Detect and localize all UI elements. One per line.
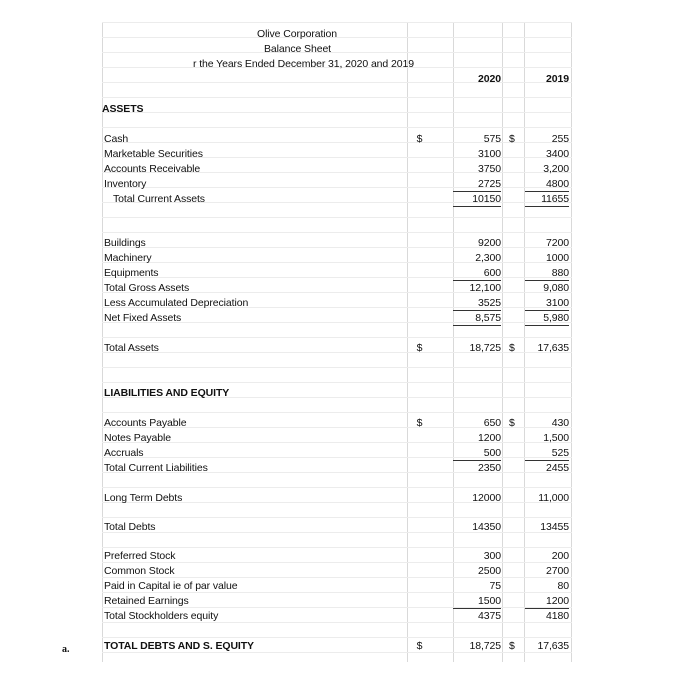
currency-symbol: $ bbox=[416, 417, 423, 429]
row-label: Total Debts bbox=[104, 521, 156, 533]
value-2020: 3525 bbox=[453, 297, 501, 311]
value-2020: 2500 bbox=[478, 565, 501, 577]
row-label: Total Stockholders equity bbox=[104, 610, 219, 622]
value-2019: 3100 bbox=[525, 297, 569, 311]
value-2019: 1000 bbox=[546, 252, 569, 264]
assets-heading: ASSETS bbox=[102, 103, 144, 115]
value-2019: 4180 bbox=[546, 610, 569, 622]
value-2020: 2350 bbox=[478, 462, 501, 474]
value-2019: 17,635 bbox=[537, 342, 569, 354]
gridline bbox=[102, 412, 572, 413]
currency-symbol: $ bbox=[509, 342, 515, 354]
gridline bbox=[102, 367, 572, 368]
value-2019: 3,200 bbox=[543, 163, 569, 175]
gridline bbox=[102, 337, 572, 338]
gridline bbox=[102, 217, 572, 218]
gridline bbox=[102, 547, 572, 548]
value-2019: 525 bbox=[525, 447, 569, 461]
gridline bbox=[102, 232, 572, 233]
row-label: Equipments bbox=[104, 267, 159, 279]
row-label: Net Fixed Assets bbox=[104, 312, 182, 324]
value-2020: 650 bbox=[483, 417, 501, 429]
gridline bbox=[102, 112, 572, 113]
value-2019: 17,635 bbox=[537, 640, 569, 652]
gridline bbox=[102, 352, 572, 353]
value-2020: 12,100 bbox=[469, 282, 501, 294]
value-2019: 1200 bbox=[525, 595, 569, 609]
value-2020: 75 bbox=[489, 580, 501, 592]
row-label: Preferred Stock bbox=[104, 550, 176, 562]
value-2020: 1200 bbox=[478, 432, 501, 444]
gridline bbox=[102, 247, 572, 248]
gridline bbox=[102, 517, 572, 518]
row-label: Accounts Receivable bbox=[104, 163, 201, 175]
value-2020: 18,725 bbox=[469, 640, 501, 652]
row-label: Marketable Securities bbox=[104, 148, 203, 160]
value-2020: 500 bbox=[453, 447, 501, 461]
value-2019: 11655 bbox=[525, 193, 569, 207]
row-label: Buildings bbox=[104, 237, 146, 249]
value-2019: 2700 bbox=[546, 565, 569, 577]
row-label: Paid in Capital ie of par value bbox=[104, 580, 238, 592]
row-label: Machinery bbox=[104, 252, 152, 264]
currency-symbol: $ bbox=[416, 133, 423, 145]
gridline bbox=[102, 97, 572, 98]
row-label: Common Stock bbox=[104, 565, 175, 577]
value-2019: 1,500 bbox=[543, 432, 569, 444]
row-label: Cash bbox=[104, 133, 129, 145]
value-2020: 10150 bbox=[453, 193, 501, 207]
row-label: Accruals bbox=[104, 447, 144, 459]
gridline bbox=[102, 22, 103, 662]
statement-title: Balance Sheet bbox=[264, 43, 332, 55]
value-2020: 9200 bbox=[478, 237, 501, 249]
gridline bbox=[102, 532, 572, 533]
gridline bbox=[102, 22, 572, 23]
value-2020: 3750 bbox=[478, 163, 501, 175]
row-label: Accounts Payable bbox=[104, 417, 187, 429]
value-2019: 3400 bbox=[546, 148, 569, 160]
value-2019: 430 bbox=[551, 417, 569, 429]
value-2020: 2725 bbox=[453, 178, 501, 192]
value-2019: 13455 bbox=[540, 521, 569, 533]
company-name: Olive Corporation bbox=[257, 28, 338, 40]
liabilities-heading: LIABILITIES AND EQUITY bbox=[104, 387, 230, 399]
gridline bbox=[502, 22, 503, 662]
value-2020: 1500 bbox=[453, 595, 501, 609]
value-2020: 12000 bbox=[472, 492, 501, 504]
value-2019: 2455 bbox=[546, 462, 569, 474]
question-marker: a. bbox=[62, 644, 70, 655]
currency-symbol: $ bbox=[416, 640, 423, 652]
row-label: Total Current Assets bbox=[113, 193, 205, 205]
value-2020: 18,725 bbox=[469, 342, 501, 354]
gridline bbox=[102, 127, 572, 128]
value-2019: 80 bbox=[557, 580, 569, 592]
row-label: Long Term Debts bbox=[104, 492, 183, 504]
gridline bbox=[102, 52, 572, 53]
row-label: TOTAL DEBTS AND S. EQUITY bbox=[104, 640, 254, 652]
column-header-2020: 2020 bbox=[478, 73, 501, 85]
gridline bbox=[102, 82, 572, 83]
gridline bbox=[571, 22, 572, 662]
row-label: Total Gross Assets bbox=[104, 282, 190, 294]
value-2019: 200 bbox=[551, 550, 569, 562]
value-2019: 5,980 bbox=[525, 312, 569, 326]
value-2020: 4375 bbox=[478, 610, 501, 622]
row-label: Notes Payable bbox=[104, 432, 171, 444]
value-2020: 300 bbox=[483, 550, 501, 562]
gridline bbox=[102, 187, 572, 188]
value-2019: 4800 bbox=[525, 178, 569, 192]
row-label: Retained Earnings bbox=[104, 595, 189, 607]
gridline bbox=[102, 457, 572, 458]
value-2019: 880 bbox=[525, 267, 569, 281]
gridline bbox=[102, 262, 572, 263]
value-2019: 9,080 bbox=[543, 282, 569, 294]
gridline bbox=[102, 382, 572, 383]
value-2020: 3100 bbox=[478, 148, 501, 160]
gridline bbox=[102, 637, 572, 638]
value-2019: 255 bbox=[551, 133, 569, 145]
balance-sheet bbox=[97, 22, 575, 662]
row-label: Less Accumulated Depreciation bbox=[104, 297, 249, 309]
currency-symbol: $ bbox=[509, 133, 515, 145]
currency-symbol: $ bbox=[509, 417, 515, 429]
row-label: Inventory bbox=[104, 178, 147, 190]
value-2020: 14350 bbox=[472, 521, 501, 533]
gridline bbox=[102, 487, 572, 488]
value-2019: 11,000 bbox=[538, 492, 569, 504]
gridline bbox=[102, 277, 572, 278]
value-2020: 2,300 bbox=[475, 252, 501, 264]
statement-period: r the Years Ended December 31, 2020 and 2019 bbox=[193, 58, 414, 70]
gridline bbox=[102, 442, 572, 443]
row-label: Total Assets bbox=[104, 342, 159, 354]
value-2020: 575 bbox=[483, 133, 501, 145]
value-2020: 8,575 bbox=[453, 312, 501, 326]
value-2020: 600 bbox=[453, 267, 501, 281]
currency-symbol: $ bbox=[416, 342, 423, 354]
value-2019: 7200 bbox=[546, 237, 569, 249]
column-header-2019: 2019 bbox=[546, 73, 569, 85]
currency-symbol: $ bbox=[509, 640, 515, 652]
gridline bbox=[102, 142, 572, 143]
row-label: Total Current Liabilities bbox=[104, 462, 208, 474]
